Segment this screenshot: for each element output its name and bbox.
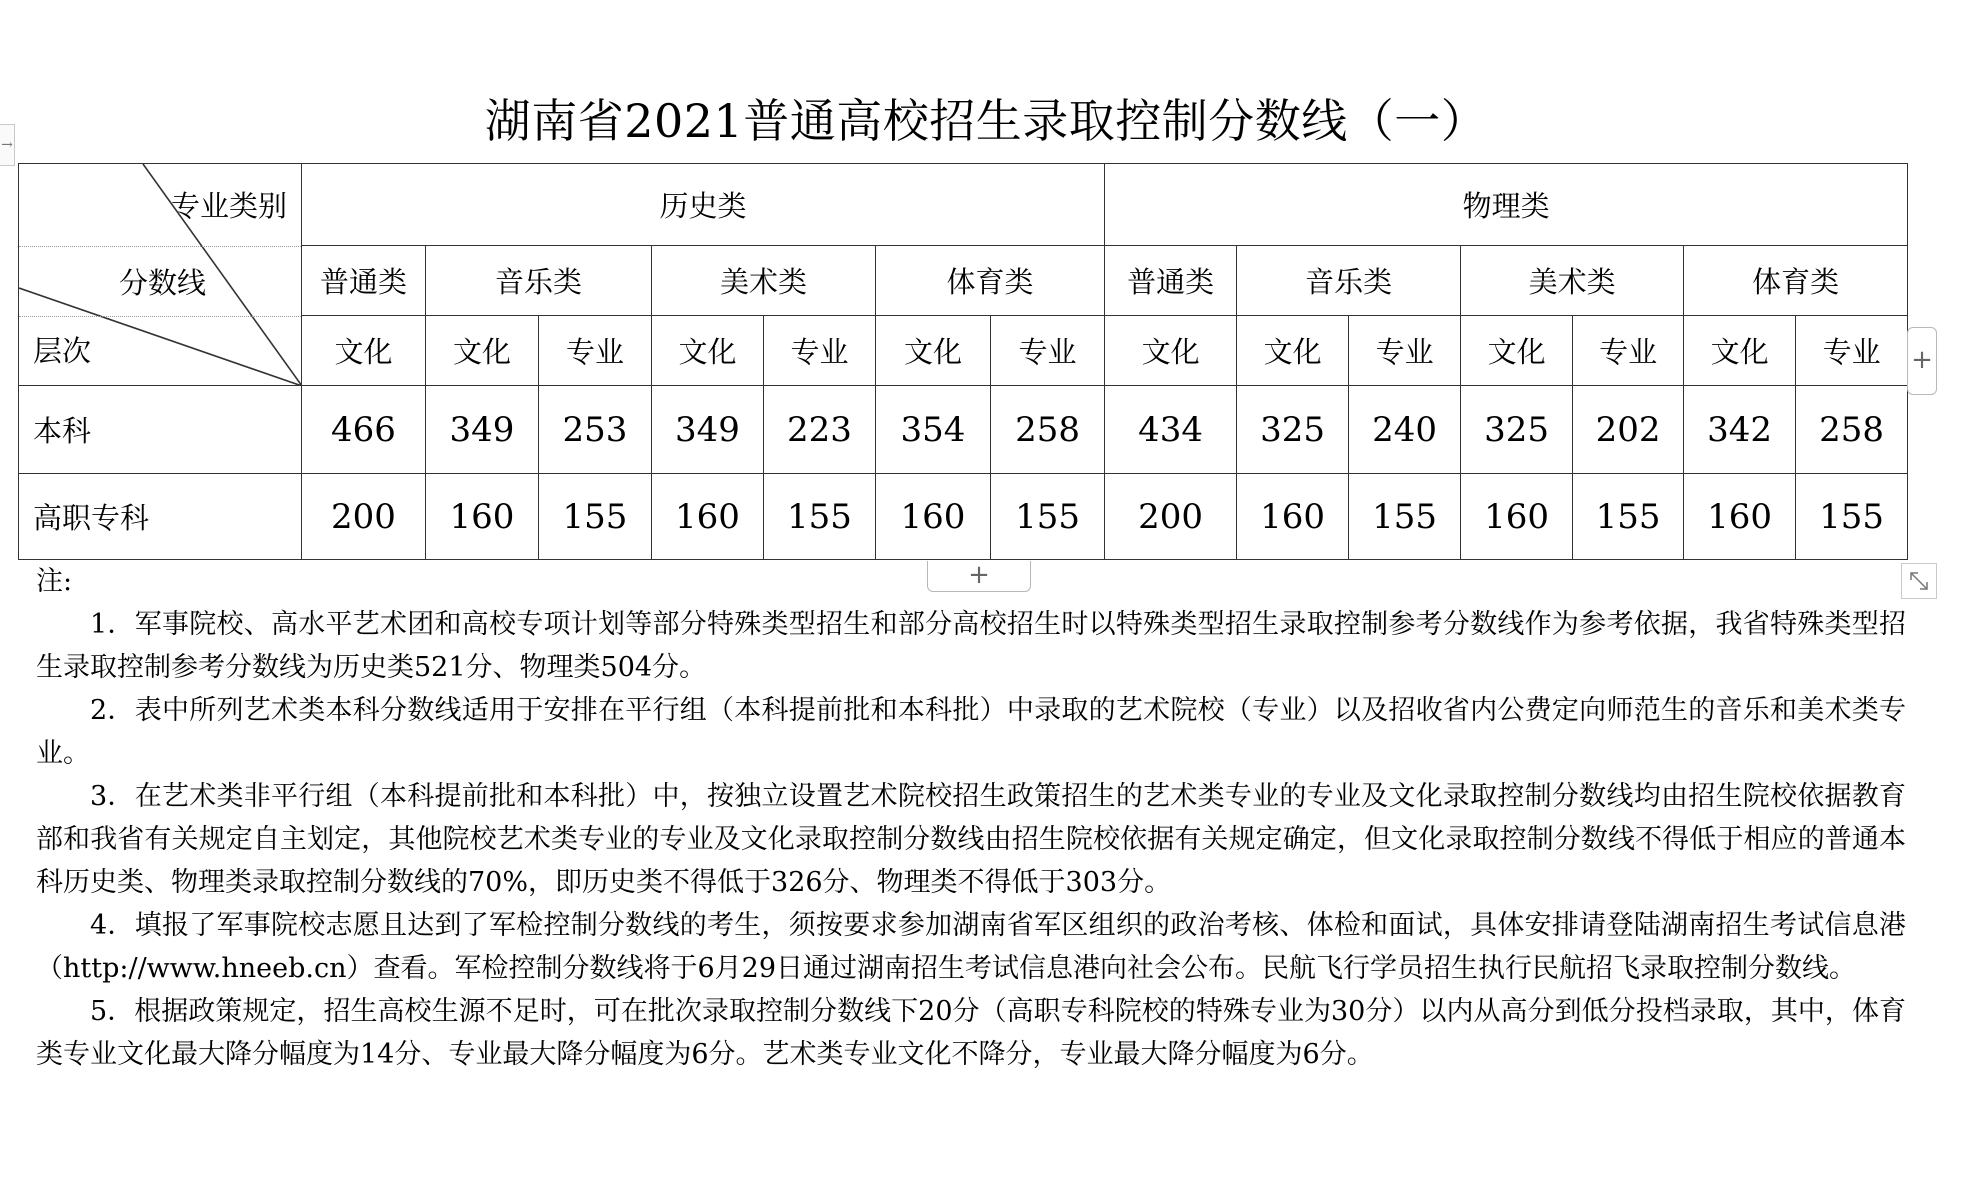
resize-arrows-icon [1902, 564, 1936, 598]
page-title: 湖南省2021普通高校招生录取控制分数线（一） [484, 94, 1488, 148]
category-header: 美术类 [652, 246, 876, 316]
subject-header: 专业 [764, 316, 876, 386]
add-column-button[interactable]: + [1907, 327, 1937, 395]
score-table [18, 163, 1908, 560]
subject-header: 文化 [1237, 316, 1349, 386]
corner-label-score-line: 分数线 [119, 266, 207, 300]
score-cell: 200 [1105, 474, 1237, 560]
subject-header: 专业 [991, 316, 1105, 386]
notes-section [36, 560, 1906, 1076]
subject-header: 文化 [1684, 316, 1796, 386]
score-cell: 155 [764, 474, 876, 560]
row-label: 本科 [19, 386, 302, 474]
corner-label-level: 层次 [33, 334, 92, 368]
arrow-right-icon[interactable]: → [0, 124, 15, 166]
category-header: 美术类 [1461, 246, 1684, 316]
note-item-5: 5．根据政策规定，招生高校生源不足时，可在批次录取控制分数线下20分（高职专科院校的特殊专业为30分）以内从高分到低分投档录取，其中，体育类专业文化最大降分幅度为14分、专业最大降分幅度为6分。艺术类专业文化不降分，专业最大降分幅度为6分。 [36, 996, 1906, 1070]
category-header: 音乐类 [426, 246, 652, 316]
score-cell: 202 [1573, 386, 1684, 474]
note-item-4: 4．填报了军事院校志愿且达到了军检控制分数线的考生，须按要求参加湖南省军区组织的政治考核、体检和面试，具体安排请登陆湖南招生考试信息港（http://www.hneeb.cn）查看。军检控制分数线将于6月29日通过湖南招生考试信息港向社会公布。民航飞行学员招生执行民航招飞录取控制分数线。 [36, 910, 1906, 984]
corner-label-category: 专业类别 [170, 189, 287, 223]
subject-header: 文化 [426, 316, 539, 386]
note-item-2: 2．表中所列艺术类本科分数线适用于安排在平行组（本科提前批和本科批）中录取的艺术院校（专业）以及招收省内公费定向师范生的音乐和美术类专业。 [36, 695, 1906, 769]
note-item-3: 3．在艺术类非平行组（本科提前批和本科批）中，按独立设置艺术院校招生政策招生的艺术类专业的专业及文化录取控制分数线均由招生院校依据教育部和我省有关规定自主划定，其他院校艺术类专业的专业及文化录取控制分数线由招生院校依据有关规定确定，但文化录取控制分数线不得低于相应的普通本科历史类、物理类录取控制分数线的70%，即历史类不得低于326分、物理类不得低于303分。 [36, 781, 1906, 898]
notes-heading: 注: [36, 566, 73, 597]
subject-header: 专业 [1796, 316, 1908, 386]
score-cell: 155 [1573, 474, 1684, 560]
score-cell: 434 [1105, 386, 1237, 474]
score-cell: 160 [652, 474, 764, 560]
score-cell: 325 [1237, 386, 1349, 474]
subject-header: 文化 [1461, 316, 1573, 386]
score-cell: 200 [302, 474, 426, 560]
score-cell: 160 [426, 474, 539, 560]
score-cell: 342 [1684, 386, 1796, 474]
subject-header: 文化 [652, 316, 764, 386]
category-header: 普通类 [1105, 246, 1237, 316]
score-cell: 253 [539, 386, 652, 474]
group-header-physics: 物理类 [1105, 164, 1908, 246]
table-resize-icon[interactable] [1901, 563, 1937, 599]
category-header: 音乐类 [1237, 246, 1461, 316]
subject-header: 文化 [1105, 316, 1237, 386]
score-cell: 155 [539, 474, 652, 560]
score-cell: 160 [1237, 474, 1349, 560]
corner-dotted-line [19, 316, 301, 317]
score-cell: 349 [426, 386, 539, 474]
table-row [19, 474, 1908, 560]
score-cell: 349 [652, 386, 764, 474]
score-cell: 160 [1461, 474, 1573, 560]
subject-header: 文化 [876, 316, 991, 386]
category-header: 体育类 [876, 246, 1105, 316]
subject-header: 文化 [302, 316, 426, 386]
score-cell: 258 [991, 386, 1105, 474]
header-corner-cell [19, 164, 302, 386]
score-cell: 258 [1796, 386, 1908, 474]
row-label: 高职专科 [19, 474, 302, 560]
score-cell: 155 [991, 474, 1105, 560]
corner-dotted-line [19, 246, 301, 247]
score-cell: 223 [764, 386, 876, 474]
subject-header: 专业 [1573, 316, 1684, 386]
category-header: 普通类 [302, 246, 426, 316]
score-cell: 155 [1796, 474, 1908, 560]
score-cell: 160 [1684, 474, 1796, 560]
score-cell: 240 [1349, 386, 1461, 474]
score-cell: 160 [876, 474, 991, 560]
score-cell: 466 [302, 386, 426, 474]
note-item-1: 1．军事院校、高水平艺术团和高校专项计划等部分特殊类型招生和部分高校招生时以特殊类型招生录取控制参考分数线作为参考依据，我省特殊类型招生录取控制参考分数线为历史类521分、物理类504分。 [36, 609, 1906, 683]
score-cell: 354 [876, 386, 991, 474]
score-cell: 155 [1349, 474, 1461, 560]
group-header-history: 历史类 [302, 164, 1105, 246]
subject-header: 专业 [1349, 316, 1461, 386]
score-cell: 325 [1461, 386, 1573, 474]
add-row-button[interactable]: + [927, 561, 1031, 592]
table-row [19, 386, 1908, 474]
category-header: 体育类 [1684, 246, 1908, 316]
subject-header: 专业 [539, 316, 652, 386]
